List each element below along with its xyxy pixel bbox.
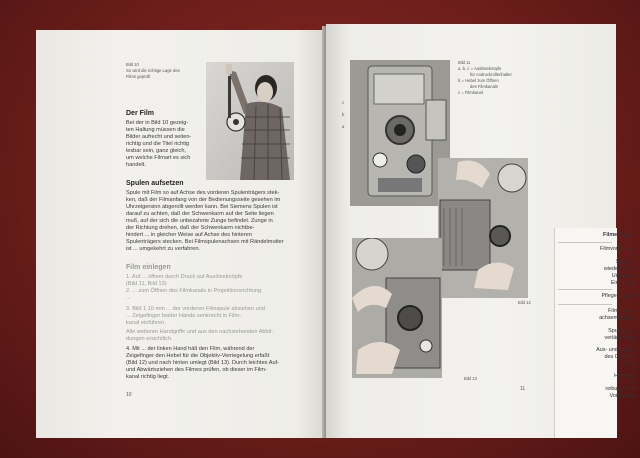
tab-divider — [558, 289, 612, 290]
page-number-right: 11 — [520, 386, 526, 392]
film-line: Bei der in Bild 10 gezeig- — [126, 120, 189, 126]
spulen-line: ken, daß der Filmanfang von der Bedienungsseite gesehen im — [126, 197, 281, 203]
tab-filmspulenachsenwechsel[interactable]: Filmspulen- achsenwechsel — [599, 308, 636, 321]
einlegen-line: 2. ... zum Öffnen des Filmkanals in Projektionsrichtung — [126, 288, 262, 294]
caption-fig10-line3: Films geprüft — [126, 74, 151, 79]
spulen-line: darauf zu achten, daß der Schwenkarm auf der Seite liegen — [126, 211, 274, 217]
einlegen-line: Zeigefinger den Hebel für die Objektiv-Verriegelung erfaßt — [126, 353, 270, 359]
heading-film-einlegen: Film einlegen — [126, 264, 171, 271]
bullet-icon: • — [633, 253, 636, 259]
spulen-line: der Richtung drehen, daß der Schwenkarm nichtbe- — [126, 225, 255, 231]
einlegen-line: kanal einführen. — [126, 320, 166, 326]
tab-objektivtraeger[interactable]: Aus- und Einbau des Objektiv- trägers — [596, 347, 636, 367]
photo-bild13-hands — [352, 238, 442, 378]
tab-spulenarmverlaengerung[interactable]: Spulenarm- verlängerung — [604, 328, 636, 341]
tab-divider — [558, 304, 612, 305]
caption-fig11-line4: b = Hebel zum Öffnen — [458, 78, 499, 83]
caption-fig11-line6: c = Filmkanal — [458, 90, 483, 95]
einlegen-line: und Abwärtsziehen des Filmes prüfen, ob dieser im Film- — [126, 367, 267, 373]
film-line: Bilder aufrecht und seiten- — [126, 134, 192, 140]
film-line: ten Haltung müssen die — [126, 127, 185, 133]
einlegen-line: (Bild 12) und nach hinten umlegt (Bild 13). Durch leichtes Auf- — [126, 360, 279, 366]
heading-der-film: Der Film — [126, 110, 155, 117]
caption-fig10-line2: So wird die richtige Lage des — [126, 68, 180, 73]
spulen-line: Spule mit Film so auf Achse des vorderen Spulenträgers stek- — [126, 190, 280, 196]
tab-filmeinlegen[interactable]: Filmeinlegen — [603, 232, 636, 238]
caption-fig11-line1: Bild 11 — [458, 60, 471, 65]
einlegen-line: dungen ersichtlich. — [126, 336, 173, 342]
einlegen-line: 3. Bild 1 10 mm ... der vorderen Filmspule abziehen und — [126, 306, 265, 312]
tab-szenenwiederholung[interactable]: Szenen- wiederholung — [603, 259, 636, 272]
tab-einpacken[interactable]: Einpacken — [610, 280, 636, 286]
einlegen-line: 1. Auf ... öffnen durch Druck auf Auslöseknöpfe — [126, 274, 243, 280]
spulen-line: muß, auf der sich die unbezahnte Zunge befindet. Zunge in — [126, 218, 273, 224]
tab-umspulen[interactable]: Umspulen — [611, 273, 636, 279]
photo-woman-holding-film — [206, 62, 294, 180]
einlegen-line: (Bild 11, Bild 13) — [126, 281, 167, 287]
einlegen-line: ... — [126, 295, 131, 301]
figure-letter-a: a — [342, 124, 345, 129]
spulen-line: hindert ... in gleicher Weise auf Achse des hinteren — [126, 232, 252, 238]
einlegen-line: ... Zeigefinger beider Hände senkrecht in Film- — [126, 313, 242, 319]
tab-filmvorfuehrung[interactable]: Filmvorführung — [600, 246, 636, 252]
tab-divider — [558, 242, 612, 243]
einlegen-line: Alle weiteren Handgriffe und aus den nachstehenden Abbil- — [126, 329, 273, 335]
bullet-icon: • — [633, 367, 636, 373]
bullet-icon: • — [633, 322, 636, 328]
caption-fig11-line5: des Filmkanals — [470, 84, 498, 89]
einlegen-line: 4. Mit ... der linken Hand hält den Film, während der — [126, 346, 255, 352]
photo-bild12-hands — [438, 158, 528, 298]
bullet-icon: • — [633, 341, 636, 347]
spulen-line: Spulenträgers stecken. Bei Filmspulenachsen mit Rändelmutter — [126, 239, 284, 245]
film-line: um welche Filmart es sich — [126, 155, 191, 161]
film-line: richtig und die Titel richtig — [126, 141, 190, 147]
caption-fig10-line1: Bild 10 — [126, 62, 139, 67]
tab-pflege-oelung[interactable]: Pflege • Ölung — [601, 293, 636, 299]
film-line: lesbar sein, ganz gleich, — [126, 148, 187, 154]
figure-letter-b: b — [342, 112, 345, 117]
spulen-line: Uhrzeigersinn abgerollt werden kann. Bei Siemens Spulen ist — [126, 204, 278, 210]
photo-bild11-projector — [350, 60, 450, 206]
spulen-line: ist ... umgekehrt zu verfahren. — [126, 246, 200, 252]
bild13-label: Bild 13 — [464, 376, 477, 381]
page-number-left: 10 — [126, 392, 132, 398]
tab-hinweise[interactable]: Hinweise für reibungslose Vorführung — [605, 373, 636, 399]
caption-fig11-line3: für Andruckrollenhalter — [470, 72, 512, 77]
figure-letter-c: c — [342, 100, 345, 105]
heading-spulen-aufsetzen: Spulen aufsetzen — [126, 180, 184, 187]
caption-fig11-line2: a, b, c = Auslöseknöpfe — [458, 66, 502, 71]
film-line: handelt. — [126, 162, 146, 168]
bild12-label: Bild 12 — [518, 300, 531, 305]
einlegen-line: kanal richtig liegt. — [126, 374, 170, 380]
